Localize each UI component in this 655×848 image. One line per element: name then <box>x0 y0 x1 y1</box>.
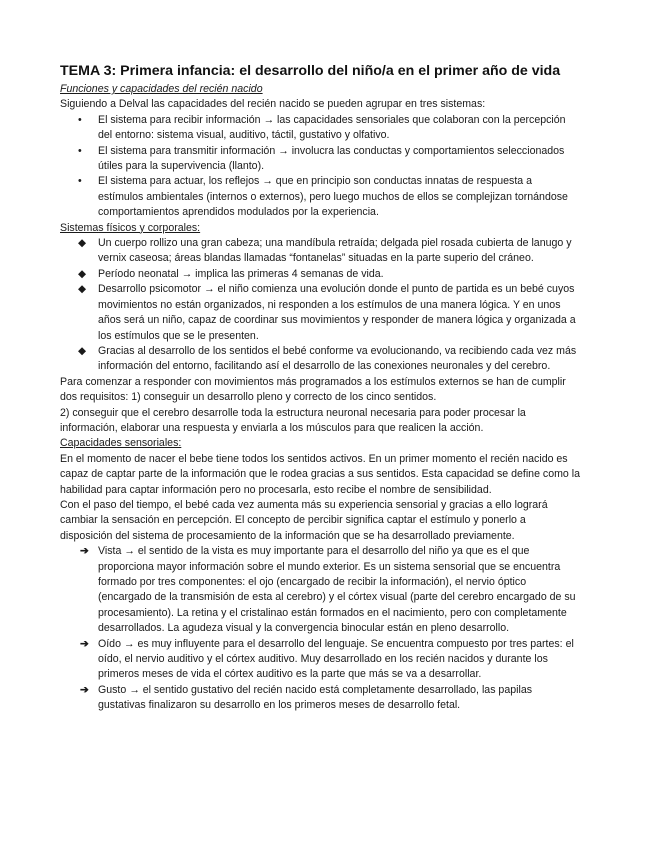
section-heading-physical: Sistemas físicos y corporales: <box>60 221 201 234</box>
list-item <box>60 544 580 636</box>
list-item-text: Período neonatal → implica las primeras 4 semanas de vida. <box>98 267 384 280</box>
intro-paragraph: Siguiendo a Delval las capacidades del recién nacido se pueden agrupar en tres sistemas: <box>60 98 486 111</box>
arrow-bullet-icon: ➔ <box>80 683 89 696</box>
list-item-text: El sistema para transmitir información → involucra las conductas y comportamientos seleccionados útiles para la supervivencia (llanto). <box>98 144 565 173</box>
bullet-dot-icon: • <box>78 144 82 157</box>
physical-list <box>60 236 580 375</box>
list-item <box>60 282 580 344</box>
body-paragraph: Con el paso del tiempo, el bebé cada vez aumenta más su experiencia sensorial y gracias a ello logrará cambiar la sensación en percepción. El concepto de percibir significa captar el estímulo y ponerlo a disposición del sistema de procesamiento de la información que se ha desarrollado previamente. <box>60 498 548 542</box>
bullet-dot-icon: • <box>78 113 82 126</box>
list-item <box>60 344 580 375</box>
bullet-dot-icon: • <box>78 175 82 188</box>
senses-list <box>60 544 580 713</box>
list-item <box>60 144 580 175</box>
diamond-bullet-icon: ◆ <box>78 237 87 250</box>
arrow-bullet-icon: ➔ <box>80 545 89 558</box>
systems-list <box>60 113 580 221</box>
section-heading-sensory: Capacidades sensoriales: <box>60 437 182 450</box>
subtitle: Funciones y capacidades del recién nacido <box>60 83 263 95</box>
list-item <box>60 267 580 282</box>
list-item-text: Desarrollo psicomotor → el niño comienza una evolución donde el punto de partida es un bebé cuyos movimientos no están organizados, ni responden a los estímulos de una manera lógica. Y en unos años será un niño, capaz de coordinar sus movimientos y responder de manera lógica y organizada a los estímulos que se le presenten. <box>98 283 576 342</box>
body-paragraph: En el momento de nacer el bebe tiene todos los sentidos activos. En un primer momento el recién nacido es capaz de captar parte de la información que le rodea gracias a sus sentidos. Esta capacidad se define como la habilidad para captar información pero no procesarla, esto recibe el nombre de sensibilidad. <box>60 452 580 496</box>
list-item-text: Gracias al desarrollo de los sentidos el bebé conforme va evolucionando, va recibiendo cada vez más información del entorno, facilitando así el desarrollo de las conexiones neuronales y del cerebro. <box>98 344 577 373</box>
list-item-text: El sistema para actuar, los reflejos → que en principio son conductas innatas de respuesta a estímulos ambientales (internos o externos), pero luego muchos de ellos se complejizan tornándose comportamientos aprendidos modulados por la experiencia. <box>98 175 568 219</box>
body-paragraph: 2) conseguir que el cerebro desarrolle toda la estructura neuronal necesaria para poder procesar la información, elaborar una respuesta y enviarla a los músculos para que realicen la acción. <box>60 406 526 434</box>
list-item <box>60 174 580 220</box>
body-paragraph: Para comenzar a responder con movimientos más programados a los estímulos externos se han de cumplir dos requisitos: 1) conseguir un desarrollo pleno y correcto de los cinco sentidos. <box>60 375 566 404</box>
list-item <box>60 113 580 144</box>
diamond-bullet-icon: ◆ <box>78 344 87 357</box>
list-item-text: Oído → es muy influyente para el desarrollo del lenguaje. Se encuentra compuesto por tres partes: el oído, el nervio auditivo y el córtex auditivo. Muy desarrollado en los recién nacidos y durante los primeros meses de vida el córtex auditivo es la parte que más se va a desarrollar. <box>98 637 574 681</box>
diamond-bullet-icon: ◆ <box>78 283 87 296</box>
list-item <box>60 637 580 683</box>
document-page <box>60 62 580 714</box>
list-item <box>60 683 580 714</box>
page-title: TEMA 3: Primera infancia: el desarrollo del niño/a en el primer año de vida <box>60 63 561 79</box>
diamond-bullet-icon: ◆ <box>78 267 87 280</box>
list-item-text: Un cuerpo rollizo una gran cabeza; una mandíbula retraída; delgada piel rosada cubierta de lanugo y vernix caseosa; áreas blandas llamadas “fontanelas” situadas en la parte superio del cráneo. <box>98 237 572 265</box>
arrow-bullet-icon: ➔ <box>80 637 89 650</box>
list-item <box>60 236 580 267</box>
list-item-text: El sistema para recibir información → las capacidades sensoriales que colaboran con la percepción del entorno: sistema visual, auditivo, táctil, gustativo y olfativo. <box>98 113 566 142</box>
list-item-text: Vista → el sentido de la vista es muy importante para el desarrollo del niño ya que es el que proporciona mayor información sobre el mundo exterior. Es un sistema sensorial que se encuentra formado por tres componentes: el ojo (encargado de recibir la información), el nervio óptico (encargado de la transmisión de esta al cerebro) y el córtex visual (parte del cerebro encargado de su procesamiento). La retina y el cristalinao están formados en el nacimiento, pero con completamente desarrollados. La agudeza visual y la convergencia binocular están en pleno desarrollo. <box>98 545 576 635</box>
list-item-text: Gusto → el sentido gustativo del recién nacido está completamente desarrollado, las papilas gustativas finalizaron su desarrollo en los primeros meses de desarrollo fetal. <box>98 683 533 712</box>
